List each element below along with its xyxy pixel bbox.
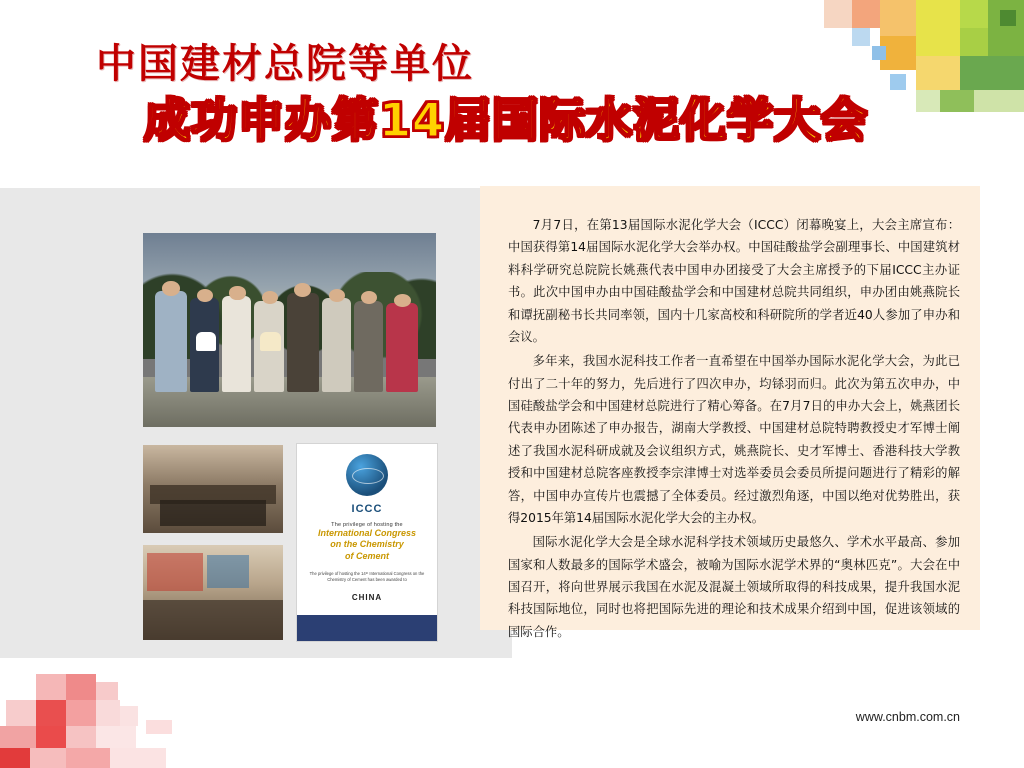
- person-head: [394, 294, 412, 307]
- person: [222, 296, 251, 392]
- mosaic-cell: [120, 706, 138, 726]
- mosaic-cell: [110, 748, 166, 768]
- certificate-title-2: on the Chemistry: [330, 539, 404, 550]
- meeting-room-photo: [143, 445, 283, 533]
- mosaic-cell: [824, 0, 852, 28]
- person-head: [162, 281, 180, 295]
- iccc-abbr: ICCC: [351, 503, 383, 515]
- mosaic-cell: [6, 700, 36, 726]
- mosaic-cell: [66, 748, 110, 768]
- mosaic-cell: [988, 0, 1024, 56]
- mosaic-cell: [30, 748, 66, 768]
- photo-banner-blue: [207, 555, 249, 588]
- footer-website-url[interactable]: www.cnbm.com.cn: [855, 710, 960, 724]
- mosaic-cell: [146, 720, 172, 734]
- title-line-2: 成功申办第14届国际水泥化学大会: [144, 93, 869, 147]
- mosaic-cell: [66, 700, 96, 726]
- mosaic-cell: [66, 674, 96, 700]
- award-group-photo: [143, 233, 436, 427]
- person-head: [329, 289, 345, 302]
- person-head: [262, 291, 278, 304]
- mosaic-cell: [0, 726, 36, 748]
- photo-people-group: [143, 272, 436, 392]
- title-line-1: 中国建材总院等单位: [96, 41, 474, 87]
- person: [354, 301, 383, 392]
- person-head: [229, 286, 245, 299]
- certificate-title-1: International Congress: [317, 528, 416, 538]
- article-body: [508, 214, 960, 645]
- certificate-title-3: of Cement: [344, 550, 389, 561]
- mosaic-cell: [880, 0, 916, 36]
- mosaic-cell: [36, 726, 66, 748]
- certificate-body: The privilege of hosting the 14ᵗʰ International Congress on the Chemistry of Cement has been awarded to: [309, 570, 425, 583]
- article-paragraph: 多年来，我国水泥科技工作者一直希望在中国举办国际水泥化学大会，为此已付出了二十年的努力，先后进行了四次申办，均铩羽而归。此次为第五次申办，中国硅酸盐学会和中国建材总院进行了精心筹备。在7月7日的申办大会上，姚燕团长代表申办团陈述了申办报告，湖南大学教授、中国建材总院特聘教授史才军博士阐述了我国水泥科研成就及会议组织方式，姚燕院长、史才军博士、香港科技大学教授和中国建材总院客座教授李宗津博士对选举委员会委员所提问题进行了精彩的解答，中国申办宣传片也震撼了全体委员。经过激烈角逐，中国以绝对优势胜出，获得2015年第14届国际水泥化学大会的主办权。: [508, 354, 960, 525]
- iccc-certificate-photo: [296, 443, 438, 642]
- article-paragraph: 国际水泥化学大会是全球水泥科学技术领域历史最悠久、学术水平最高、参加国家和人数最多的国际学术盛会，被喻为国际水泥学术界的“奥林匹克”。大会在中国召开，将向世界展示我国在水泥及混凝土领域所取得的科技成果，提升我国水泥科技国际地位，同时也将把国际先进的理论和技术成果介绍到中国，促进该领域的国际合作。: [508, 535, 960, 639]
- mosaic-cell: [96, 682, 118, 700]
- mosaic-cell: [960, 0, 988, 28]
- mosaic-cell: [66, 726, 96, 748]
- decorative-mosaic-bottom-left: [0, 668, 310, 768]
- iccc-logo: [309, 454, 425, 515]
- person: [155, 291, 187, 392]
- person: [322, 298, 351, 392]
- mosaic-cell: [0, 748, 30, 768]
- certificate-held: [196, 332, 217, 351]
- certificate-held: [260, 332, 281, 351]
- mosaic-cell: [36, 674, 66, 700]
- photo-banner-red: [147, 553, 203, 591]
- globe-icon: [346, 454, 388, 496]
- person: [287, 293, 319, 392]
- mosaic-cell: [36, 700, 66, 726]
- certificate-small-line: The privilege of hosting the: [331, 522, 403, 528]
- mosaic-cell: [852, 0, 880, 28]
- article-paragraph: 7月7日，在第13届国际水泥化学大会（ICCC）闭幕晚宴上，大会主席宣布：中国获得第14届国际水泥化学大会举办权。中国硅酸盐学会副理事长、中国建筑材料科学研究总院院长姚燕代表中国申办团接受了大会主席授予的下届ICCC主办证书。此次中国申办由中国硅酸盐学会和中国建材总院共同组织，申办团由姚燕院长和谭抚副秘书长共同率领，国内十几家高校和科研院所的学者近40人参加了申办和会议。: [508, 218, 960, 344]
- mosaic-cell: [974, 90, 1024, 112]
- photo-audience: [160, 500, 266, 526]
- photo-crowd: [143, 600, 283, 640]
- exhibition-booth-photo: [143, 545, 283, 640]
- certificate-bottom-band: [297, 615, 437, 641]
- certificate-country: CHINA: [351, 593, 383, 603]
- mosaic-cell: [1000, 10, 1016, 26]
- mosaic-cell: [96, 726, 136, 748]
- page-title: [96, 42, 976, 147]
- mosaic-cell: [96, 700, 120, 726]
- person: [386, 303, 418, 392]
